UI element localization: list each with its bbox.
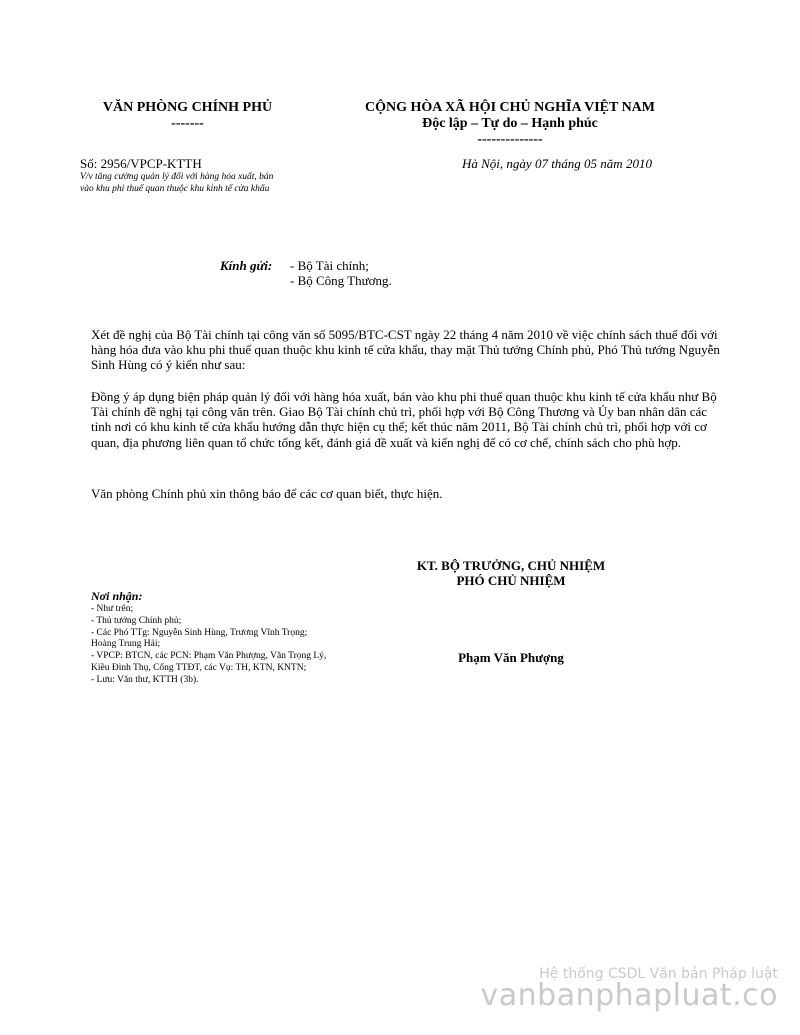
watermark-site: vanbanphapluat.co xyxy=(480,978,778,1013)
distribution-item: - Thủ tướng Chính phủ; xyxy=(91,615,182,626)
country-name: CỘNG HÒA XÃ HỘI CHỦ NGHĨA VIỆT NAM xyxy=(364,100,655,115)
distribution-label: Nơi nhận: xyxy=(91,589,143,603)
recipients-label: Kính gửi: xyxy=(220,258,273,273)
signer-name: Phạm Văn Phượng xyxy=(458,650,564,665)
distribution-item: - VPCP: BTCN, các PCN: Phạm Văn Phượng, Văn Trọng Lý, xyxy=(91,651,327,662)
distribution-item: Kiều Đình Thụ, Cổng TTĐT, các Vụ: TH, KTN, KNTN; xyxy=(91,662,307,673)
distribution-item: - Như trên; xyxy=(91,604,134,614)
watermark-caption: Hệ thống CSDL Văn bản Pháp luật xyxy=(539,966,778,982)
document-subject: V/v tăng cường quản lý đối với hàng hóa xuất, bán vào khu phi thuế quan thuộc khu kinh tế cửa khẩu xyxy=(80,172,274,194)
recipient-item: - Bộ Tài chính; xyxy=(290,258,369,273)
distribution-item: - Các Phó TTg: Nguyễn Sinh Hùng, Trương Vĩnh Trọng; xyxy=(91,627,308,638)
recipients-list xyxy=(290,258,392,288)
distribution-item: Hoàng Trung Hải; xyxy=(91,639,161,650)
body-paragraph: Văn phòng Chính phủ xin thông báo để các cơ quan biết, thực hiện. xyxy=(91,486,443,501)
body-paragraph: Đồng ý áp dụng biện pháp quản lý đối với hàng hóa xuất, bán vào khu phi thuế quan thuộc khu kinh tế cửa khẩu như Bộ Tài chính đề nghị tại công văn trên. Giao Bộ Tài chính chủ trì, phối hợp với Bộ Công Thương và Ủy ban nhân dân các tỉnh nơi có khu kinh tế cửa khẩu hướng dẫn thực hiện cụ thể; kết thúc năm 2011, Bộ Tài chính chủ trì, phối hợp với cơ quan, địa phương liên quan tổ chức tổng kết, đánh giá đề xuất và kiến nghị để có cơ chế, chính sách cho phù hợp. xyxy=(91,389,717,450)
motto-divider: -------------- xyxy=(477,132,543,147)
body-paragraph: Xét đề nghị của Bộ Tài chính tại công văn số 5095/BTC-CST ngày 22 tháng 4 năm 2010 về việc chính sách thuế đối với hàng hóa đưa vào khu phi thuế quan thuộc khu kinh tế cửa khẩu, thay mặt Thủ tướng Chính phủ, Phó Thủ tướng Nguyễn Sinh Hùng có ý kiến như sau: xyxy=(91,327,720,373)
distribution-item: - Lưu: Văn thư, KTTH (3b). xyxy=(91,674,199,685)
recipient-item: - Bộ Công Thương. xyxy=(290,273,392,288)
agency-header xyxy=(80,100,295,132)
signature-title-line: PHÓ CHỦ NHIỆM xyxy=(456,573,566,588)
national-motto: Độc lập – Tự do – Hạnh phúc xyxy=(422,116,598,131)
agency-divider: ------- xyxy=(171,116,204,131)
signature-block xyxy=(400,558,622,588)
document-number: Số: 2956/VPCP-KTTH xyxy=(80,156,202,171)
national-header xyxy=(300,100,720,148)
place-and-date: Hà Nội, ngày 07 tháng 05 năm 2010 xyxy=(462,156,652,171)
signature-title-line: KT. BỘ TRƯỞNG, CHỦ NHIỆM xyxy=(416,558,606,573)
agency-name: VĂN PHÒNG CHÍNH PHỦ xyxy=(102,100,273,115)
distribution-list xyxy=(91,604,381,687)
